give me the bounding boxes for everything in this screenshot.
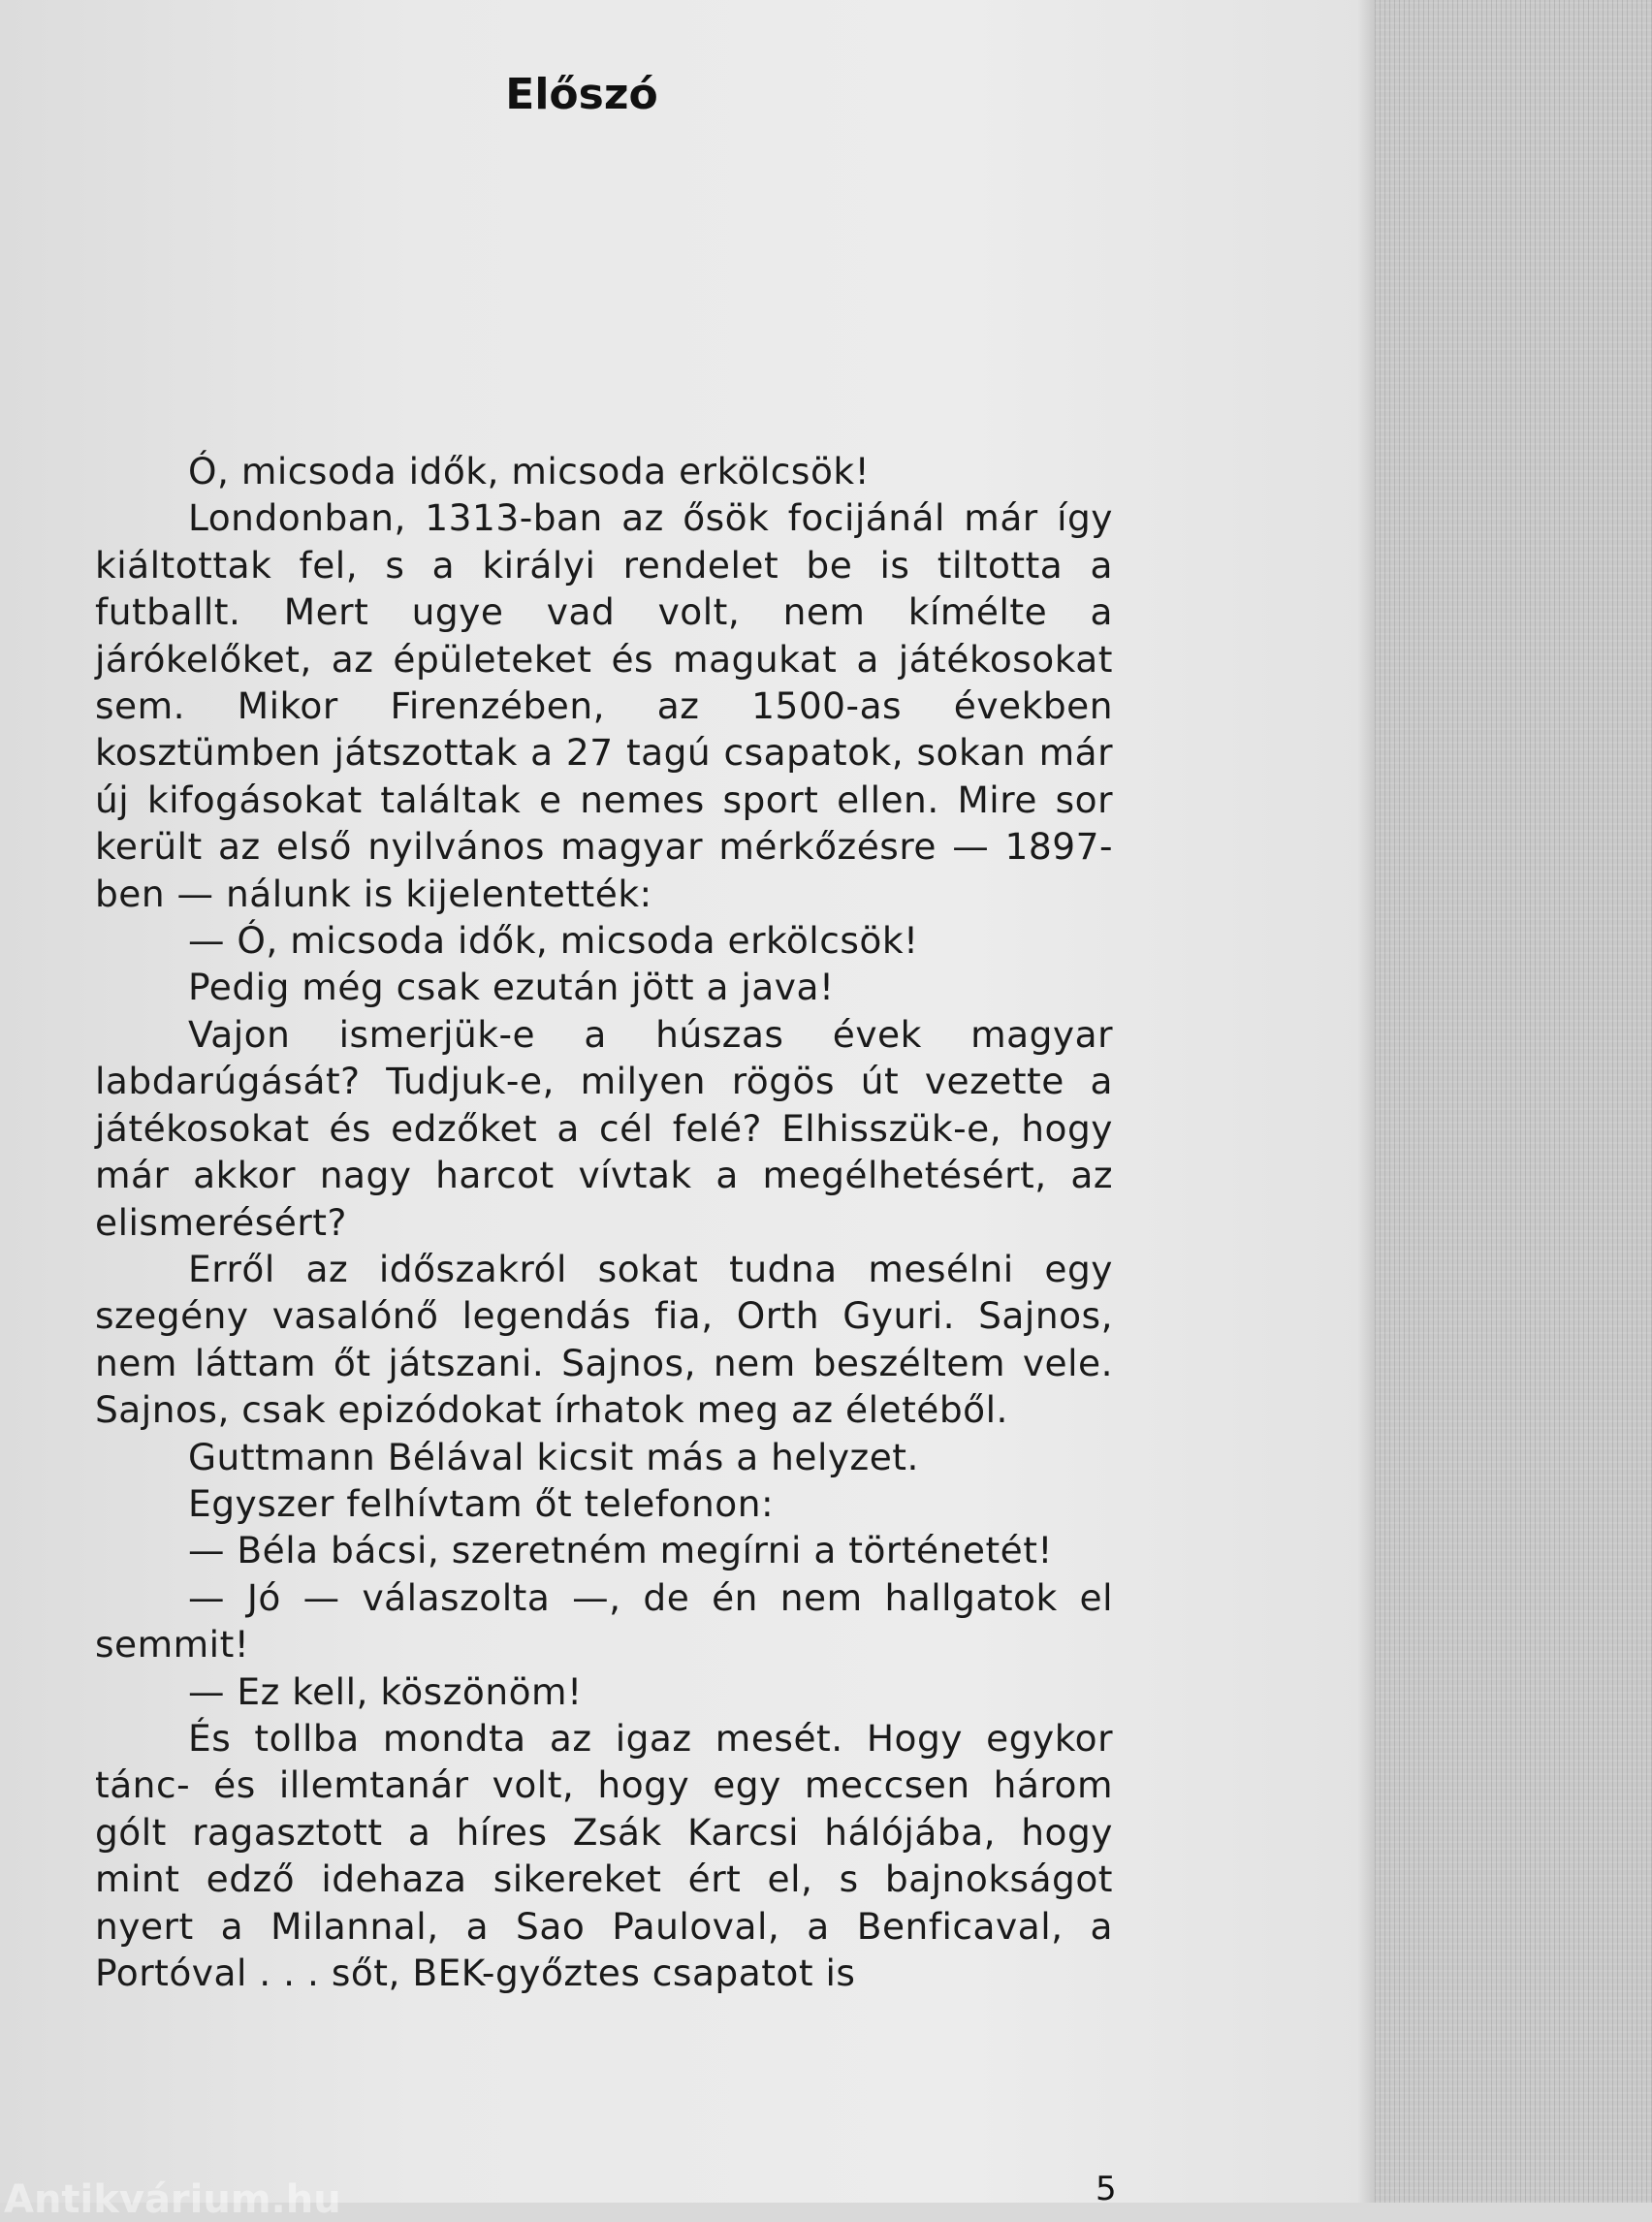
paragraph: Ó, micsoda idők, micsoda erkölcsök! [188,450,871,492]
paragraph: — Jó — válaszolta —, de én nem hallgatok el semmit! [95,1575,1113,1666]
paragraph: — Béla bácsi, szeretném megírni a történetét! [188,1529,1053,1572]
page-edge-stack [1375,0,1652,2203]
body-text [95,448,1113,1996]
paragraph: — Ez kell, köszönöm! [188,1669,583,1713]
paragraph: Egyszer felhívtam őt telefonon: [188,1481,775,1525]
page-title: Előszó [505,70,658,119]
paragraph: Guttmann Bélával kicsit más a helyzet. [188,1435,919,1478]
paragraph: Erről az időszakról sokat tudna mesélni egy szegény vasalónő legendás fia, Orth Gyuri. Sajnos, nem láttam őt játszani. Sajnos, nem beszéltem vele. Sajnos, csak epizódokat írhatok meg az életéből. [95,1247,1113,1432]
paragraph: Vajon ismerjük-e a húszas évek magyar labdarúgását? Tudjuk-e, milyen rögös út vezette a játékosokat és edzőket a cél felé? Elhisszük-e, hogy már akkor nagy harcot vívtak a megélhetésért, az elismerésért? [95,1012,1113,1244]
paragraph: — Ó, micsoda idők, micsoda erkölcsök! [188,919,919,963]
paragraph: És tollba mondta az igaz mesét. Hogy egykor tánc- és illemtanár volt, hogy egy meccsen három gólt ragasztott a híres Zsák Karcsi hálójába, hogy mint edző idehaza sikereket ért el, s bajnokságot nyert a Milannal, a Sao Pauloval, a Benficaval, a Portóval . . . sőt, BEK-győztes csapatot is [95,1716,1113,1994]
paragraph: Pedig még csak ezután jött a java! [188,966,835,1009]
page-number: 5 [1096,2170,1117,2208]
watermark: Antikvárium.hu [4,2177,341,2222]
paragraph: Londonban, 1313-ban az ősök focijánál már így kiáltottak fel, s a királyi rendelet be is tiltotta a futballt. Mert ugye vad volt, nem kímélte a járókelőket, az épületeket és magukat a játékosokat sem. Mikor Firenzében, az 1500-as években kosztümben játszottak a 27 tagú csapatok, sokan már új kifogásokat találtak e nemes sport ellen. Mire sor került az első nyilvános magyar mérkőzésre — 1897-ben — nálunk is kijelentették: [95,496,1113,915]
